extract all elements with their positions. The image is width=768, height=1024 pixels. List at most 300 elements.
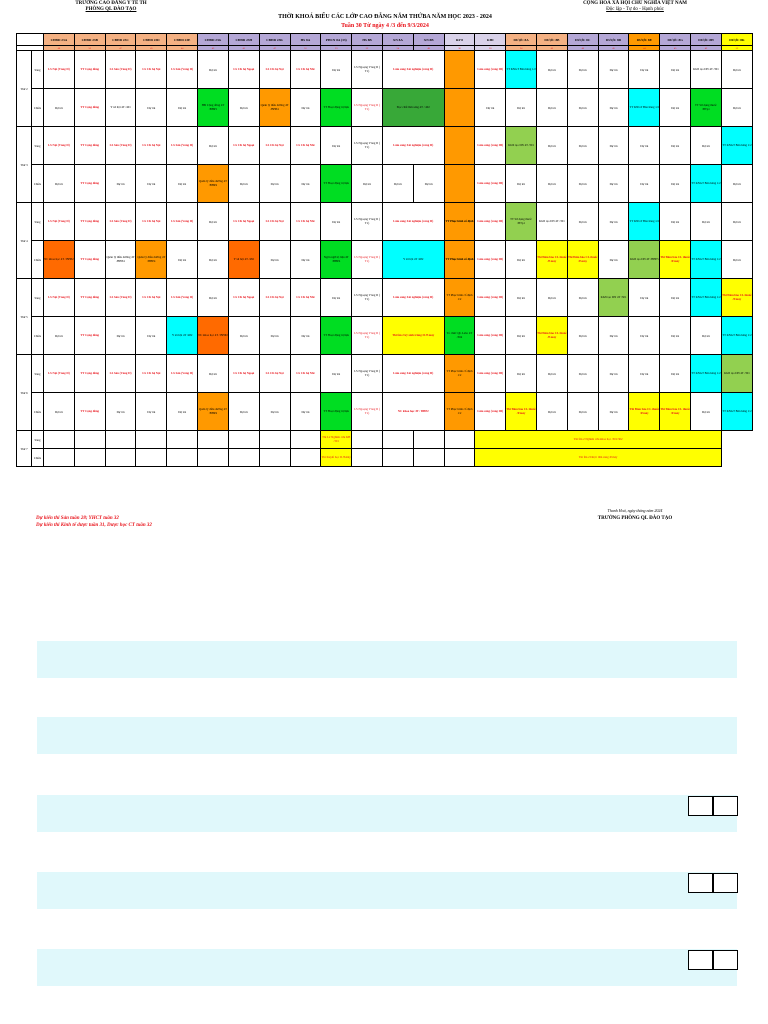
class-slot[interactable] <box>167 449 198 467</box>
class-slot[interactable]: Dự trù <box>198 241 229 279</box>
class-slot[interactable]: Dự trù <box>44 165 75 203</box>
class-slot[interactable]: TT Cộng đồng <box>74 203 105 241</box>
class-slot[interactable]: Dự trù <box>198 355 229 393</box>
class-slot[interactable]: Lâm sàng (vòng III) <box>475 279 506 317</box>
class-slot[interactable]: LS Ngoạng Vòng II ( T1) <box>352 89 383 127</box>
class-slot[interactable]: Dự trù <box>506 317 537 355</box>
class-slot[interactable]: Dự trù <box>567 127 598 165</box>
column-header: CĐĐD 23D <box>136 34 167 46</box>
footnote-2: Dự kiến thi Kinh tế dược tuần 31, Dược học CT tuần 32 <box>36 523 152 528</box>
class-slot[interactable] <box>259 431 290 449</box>
class-slot[interactable]: TT KNGT Bán hàng 1/2 <box>721 393 752 431</box>
checkbox-b1[interactable] <box>688 873 713 893</box>
class-slot[interactable]: Dự trù <box>721 203 752 241</box>
class-slot[interactable]: Dự trù <box>198 51 229 89</box>
class-slot[interactable]: Dự trù <box>321 279 352 317</box>
class-slot[interactable] <box>105 431 136 449</box>
class-slot[interactable]: Thi lần 2 kỹ sinh trùng II /P.máy <box>382 317 444 355</box>
class-slot[interactable]: LS Ngoạng Vòng II ( T1) <box>352 317 383 355</box>
motto: Độc lập - Tự do - Hạnh phúc <box>606 7 664 12</box>
class-slot[interactable]: Dự trù <box>167 165 198 203</box>
class-slot[interactable]: Dự trù <box>598 203 629 241</box>
class-slot[interactable]: TT Phục hình cố định <box>444 241 475 279</box>
class-slot[interactable]: LS Ngoạng Vòng II ( T1) <box>352 203 383 241</box>
class-slot[interactable]: LS Sản (Vòng II) <box>105 127 136 165</box>
class-slot[interactable] <box>105 449 136 467</box>
class-slot[interactable]: Dự trù <box>105 317 136 355</box>
class-slot[interactable] <box>290 431 321 449</box>
class-slot[interactable]: Y xã hội 4T /482 <box>382 241 444 279</box>
class-slot[interactable]: Dự trù <box>629 165 660 203</box>
class-slot[interactable]: TT Hoạt động trị liệu <box>321 317 352 355</box>
class-slot[interactable]: Dự trù <box>721 51 752 89</box>
class-slot[interactable]: Dự trù <box>629 279 660 317</box>
class-slot[interactable]: LS CK hệ Nhi <box>290 127 321 165</box>
student-count: 36 <box>444 46 475 51</box>
class-slot[interactable]: Dự trù <box>136 317 167 355</box>
class-slot[interactable]: Ngôn ngữ trị liệu 4T /BHP4 <box>321 241 352 279</box>
class-slot[interactable]: Dự trù <box>598 127 629 165</box>
class-slot[interactable] <box>198 449 229 467</box>
class-slot[interactable]: Dự trù <box>321 355 352 393</box>
class-slot[interactable]: Dự trù <box>506 89 537 127</box>
class-slot[interactable]: Thi Đảm bảo CL thuốc /P.máy <box>629 393 660 431</box>
timetable <box>16 33 753 467</box>
class-slot[interactable]: Dự trù <box>721 89 752 127</box>
class-slot[interactable]: LS Ngoạng Vòng II ( T1) <box>352 51 383 89</box>
class-slot[interactable]: Dự trù <box>136 89 167 127</box>
class-slot[interactable]: LS Ngoạng Vòng II ( T1) <box>352 393 383 431</box>
class-slot[interactable]: Dự trù <box>660 89 691 127</box>
class-slot[interactable]: Dự trù <box>598 355 629 393</box>
student-count: 45 <box>136 46 167 51</box>
class-slot[interactable]: Dự trù <box>537 355 568 393</box>
class-slot[interactable]: TT Cộng đồng <box>74 89 105 127</box>
column-header: HS 8A <box>290 34 321 46</box>
class-slot[interactable]: Thi lần 2 Nghiên cứu khoa học /301/302 <box>475 431 722 449</box>
class-slot[interactable]: LS CK hệ Nhi <box>290 203 321 241</box>
class-slot[interactable] <box>136 449 167 467</box>
session-label: Chiều <box>32 449 44 467</box>
column-header: RP 8 <box>444 34 475 46</box>
class-slot[interactable]: Dự trù <box>259 317 290 355</box>
class-slot[interactable]: Dự trù <box>198 203 229 241</box>
class-slot[interactable]: LS CK hệ Nhi <box>290 355 321 393</box>
class-slot[interactable]: LS Sản (Vòng II) <box>167 51 198 89</box>
checkbox-a2[interactable] <box>713 796 738 816</box>
class-slot[interactable]: Dự trù <box>352 165 383 203</box>
class-slot[interactable]: Dự trù <box>506 355 537 393</box>
class-slot[interactable]: Dự trù <box>198 127 229 165</box>
class-slot[interactable]: Khởi tạo DN 4T /301 <box>721 355 752 393</box>
class-slot[interactable]: LS CK hệ Nội <box>259 355 290 393</box>
class-slot[interactable] <box>198 431 229 449</box>
class-slot[interactable]: Dự trù <box>567 279 598 317</box>
class-slot[interactable]: LS CK hệ Ngoại <box>228 355 259 393</box>
class-slot[interactable]: LS CK hệ Nội <box>136 203 167 241</box>
class-slot[interactable]: Dự trù <box>321 203 352 241</box>
class-slot[interactable]: LS Nội (Vòng II) <box>44 51 75 89</box>
column-header: DƯỢC 8E <box>629 34 660 46</box>
day-label: Thứ 3 <box>17 127 32 203</box>
class-slot[interactable]: Tổ chức QL Labo 4T /304 <box>444 317 475 355</box>
class-slot[interactable]: NC khoa học 4T / BHP2 <box>198 317 229 355</box>
class-slot[interactable]: Dự trù <box>567 165 598 203</box>
class-slot[interactable]: Dự trù <box>721 165 752 203</box>
class-slot[interactable]: Dự trù <box>228 317 259 355</box>
class-slot[interactable]: NC khoa học 4T / BHP2 <box>44 241 75 279</box>
class-slot[interactable]: LS CK hệ Nội <box>259 279 290 317</box>
class-slot[interactable]: Dự trù <box>598 241 629 279</box>
class-slot[interactable]: Dự trù <box>290 241 321 279</box>
class-slot[interactable]: Dự trù <box>198 279 229 317</box>
class-slot[interactable]: LS CK hệ Nội <box>259 127 290 165</box>
class-slot[interactable]: Quản lý điều dưỡng 4T /BHP4 <box>198 393 229 431</box>
class-slot[interactable]: LS CK hệ Nội <box>259 203 290 241</box>
class-slot[interactable] <box>228 431 259 449</box>
class-slot[interactable]: Dự trù <box>44 89 75 127</box>
class-slot[interactable] <box>228 449 259 467</box>
column-header: CĐĐD 23E <box>167 34 198 46</box>
class-slot[interactable] <box>444 165 475 203</box>
class-slot[interactable]: Dự trù <box>167 241 198 279</box>
class-slot[interactable]: Dự trù <box>567 393 598 431</box>
class-slot[interactable]: LS CK hệ Nội <box>136 279 167 317</box>
class-slot[interactable]: Dự trù <box>660 51 691 89</box>
class-slot[interactable]: LS CK hệ Ngoại <box>228 51 259 89</box>
class-slot[interactable]: TT Phục hình cố định 1/2 <box>444 355 475 393</box>
column-header: DƯỢC 8D <box>598 34 629 46</box>
class-slot[interactable]: LS Nội (Vòng II) <box>44 279 75 317</box>
class-slot[interactable]: Dự trù <box>537 165 568 203</box>
class-slot[interactable]: Y xã hội 4T /401 <box>105 89 136 127</box>
class-slot[interactable]: NC khoa học 4T / BHP2 <box>382 393 444 431</box>
class-slot[interactable]: Lâm sàng (vòng III) <box>475 355 506 393</box>
class-slot[interactable]: Dự trù <box>629 317 660 355</box>
class-slot[interactable]: LS CK hệ Ngoại <box>228 279 259 317</box>
class-slot[interactable]: LS Ngoạng Vòng II ( T1) <box>352 241 383 279</box>
column-header: CĐĐD 23A <box>44 34 75 46</box>
class-slot[interactable]: LS CK hệ Ngoại <box>228 203 259 241</box>
class-slot[interactable]: Dự trù <box>598 51 629 89</box>
class-slot[interactable]: LS Ngoạng Vòng II ( T1) <box>352 279 383 317</box>
class-slot[interactable]: LS Nội (Vòng II) <box>44 355 75 393</box>
class-slot[interactable]: LS Ngoạng Vòng II ( T1) <box>352 355 383 393</box>
class-slot[interactable]: Dự trù <box>413 165 444 203</box>
checkbox-c2[interactable] <box>713 950 738 970</box>
class-slot[interactable]: Lâm sàng (vòng III) <box>475 241 506 279</box>
column-header: XN 8A <box>382 34 413 46</box>
class-slot[interactable]: TT KNGT Bán hàng 1/2 <box>721 317 752 355</box>
class-slot[interactable]: Dự trù <box>567 203 598 241</box>
class-slot[interactable]: TT Hoạt động trị liệu <box>321 165 352 203</box>
class-slot[interactable]: Lâm sàng (vòng III) <box>475 127 506 165</box>
class-slot[interactable]: Khởi tạo DN 4T /301 <box>691 51 722 89</box>
class-slot[interactable]: Dự trù <box>629 127 660 165</box>
sign-title: TRƯỞNG PHÒNG QL ĐÀO TẠO <box>597 516 673 521</box>
student-count: 44 <box>629 46 660 51</box>
blank-band-2 <box>37 717 737 754</box>
class-slot[interactable]: Dự trù <box>228 393 259 431</box>
footnote-1: Dự kiến thi Sản tuần 28; YHCT tuần 32 <box>36 516 119 521</box>
class-slot[interactable]: Khởi tạo DN 4T /301 <box>598 279 629 317</box>
column-header: DƯỢC 8H <box>691 34 722 46</box>
class-slot[interactable]: Thi thuyết học II /P.máy <box>321 449 352 467</box>
class-slot[interactable]: LS Sản (Vòng II) <box>167 279 198 317</box>
class-slot[interactable]: LS Sản (Vòng II) <box>105 203 136 241</box>
class-slot[interactable]: Thi Đảm bảo CL thuốc /P.máy <box>506 393 537 431</box>
class-slot[interactable]: Lâm sàng Xét nghiệm (vòng II) <box>382 127 444 165</box>
class-slot[interactable]: Dự trù <box>475 89 506 127</box>
class-slot[interactable]: Lâm sàng Xét nghiệm (vòng II) <box>382 203 444 241</box>
student-count: 45 <box>660 46 691 51</box>
class-slot[interactable]: Dự trù <box>660 203 691 241</box>
class-slot[interactable]: TT KNGT Bán hàng 1/2 <box>691 165 722 203</box>
class-slot[interactable] <box>382 431 413 449</box>
class-slot[interactable]: Thi lần 2 Dược lâm sàng /P.máy <box>475 449 722 467</box>
class-slot[interactable] <box>444 127 475 165</box>
class-slot[interactable]: Lâm sàng (vòng III) <box>475 317 506 355</box>
class-slot[interactable]: LS CK hệ Nội <box>136 355 167 393</box>
checkbox-b2[interactable] <box>713 873 738 893</box>
class-slot[interactable] <box>44 431 75 449</box>
class-slot[interactable]: Y xã hội 4T /482 <box>167 317 198 355</box>
student-count: 33 <box>321 46 352 51</box>
session-label: Chiều <box>32 165 44 203</box>
class-slot[interactable]: Dự trù <box>290 165 321 203</box>
column-header: KHI <box>475 34 506 46</box>
class-slot[interactable]: Dự trù <box>290 393 321 431</box>
class-slot[interactable]: TT KNGT Bán hàng 1/2 <box>691 355 722 393</box>
class-slot[interactable] <box>352 449 383 467</box>
class-slot[interactable]: LS Nội (Vòng II) <box>44 203 75 241</box>
class-slot[interactable] <box>413 431 444 449</box>
class-slot[interactable]: TT KNGT Bán hàng 1/2 <box>629 89 660 127</box>
class-slot[interactable]: TT Phục hình cố định <box>444 203 475 241</box>
day-label: Thứ 7 <box>17 431 32 467</box>
class-slot[interactable]: TT Cộng đồng <box>74 165 105 203</box>
class-slot[interactable]: Dự trù <box>290 89 321 127</box>
class-slot[interactable]: TT Cộng đồng <box>74 279 105 317</box>
class-slot[interactable]: Dự trù <box>660 317 691 355</box>
class-slot[interactable]: Dự trù <box>691 203 722 241</box>
class-slot[interactable]: Lâm sàng (vòng III) <box>475 393 506 431</box>
class-slot[interactable]: Lâm sàng Xét nghiệm (vòng II) <box>382 51 444 89</box>
class-slot[interactable]: Dự trù <box>567 317 598 355</box>
class-slot[interactable] <box>74 431 105 449</box>
class-slot[interactable] <box>444 449 475 467</box>
class-slot[interactable]: Dự trù <box>537 51 568 89</box>
class-slot[interactable]: LS Sản (Vòng II) <box>167 355 198 393</box>
class-slot[interactable] <box>444 89 475 127</box>
class-slot[interactable]: Thi Đảm bảo CL thuốc /P.máy <box>537 241 568 279</box>
class-slot[interactable]: LS CK hệ Nhi <box>290 51 321 89</box>
column-header: CĐĐD 23H <box>228 34 259 46</box>
column-header: DƯỢC 8K <box>721 34 752 46</box>
class-slot[interactable]: Dự trù <box>629 355 660 393</box>
class-slot[interactable]: Dự trù <box>537 393 568 431</box>
class-slot[interactable]: TT Phục hình cố định 1/2 <box>444 393 475 431</box>
class-slot[interactable]: Dự trù <box>506 241 537 279</box>
class-slot[interactable]: Dự trù <box>259 165 290 203</box>
class-slot[interactable]: Dự trù <box>660 279 691 317</box>
class-slot[interactable]: Quản lý điều dưỡng 4T /BHP4 <box>198 165 229 203</box>
column-header: DƯỢC 8B <box>537 34 568 46</box>
class-slot[interactable]: Quản lý điều dưỡng 4T /BHP4 <box>136 241 167 279</box>
class-slot[interactable]: LS CK hệ Nội <box>259 51 290 89</box>
class-slot[interactable]: LS Ngoạng Vòng II ( T1) <box>352 127 383 165</box>
class-slot[interactable]: TT KNGT Bán hàng 1/2 <box>721 127 752 165</box>
class-slot[interactable]: Dự trù <box>44 317 75 355</box>
session-label: Chiều <box>32 393 44 431</box>
class-slot[interactable] <box>74 449 105 467</box>
class-slot[interactable] <box>259 449 290 467</box>
class-slot[interactable]: Dự trù <box>228 89 259 127</box>
class-slot[interactable]: LS Sản (Vòng II) <box>167 203 198 241</box>
class-slot[interactable]: TT Cộng đồng <box>74 393 105 431</box>
class-slot[interactable]: Dự trù <box>228 165 259 203</box>
class-slot[interactable]: Dự trù <box>660 165 691 203</box>
class-slot[interactable] <box>167 431 198 449</box>
class-slot[interactable]: Lâm sàng (vòng III) <box>475 51 506 89</box>
class-slot[interactable]: LS Sản (Vòng II) <box>105 279 136 317</box>
class-slot[interactable]: LS CK hệ Ngoại <box>228 127 259 165</box>
class-slot[interactable]: Dự trù <box>691 317 722 355</box>
class-slot[interactable]: TT Phục hình cố định 1/2 <box>444 279 475 317</box>
class-slot[interactable]: Dự trù <box>259 241 290 279</box>
class-slot[interactable]: TT Cộng đồng <box>74 355 105 393</box>
class-slot[interactable]: Dự trù <box>629 51 660 89</box>
class-slot[interactable]: TT KNGT Bán hàng 1/2 <box>506 51 537 89</box>
class-slot[interactable]: Lâm sàng Xét nghiệm (vòng II) <box>382 279 444 317</box>
class-slot[interactable]: Lâm sàng (vòng III) <box>475 203 506 241</box>
class-slot[interactable]: Dự trù <box>321 127 352 165</box>
class-slot[interactable] <box>352 431 383 449</box>
class-slot[interactable]: Dự trù <box>321 51 352 89</box>
class-slot[interactable]: Dự trù <box>598 393 629 431</box>
class-slot[interactable]: Dự trù <box>660 355 691 393</box>
class-slot[interactable]: TT Cộng đồng <box>74 241 105 279</box>
class-slot[interactable]: TT Cộng đồng <box>74 317 105 355</box>
class-slot[interactable]: LS CK hệ Nhi <box>290 279 321 317</box>
class-slot[interactable]: Dự trù <box>567 355 598 393</box>
class-slot[interactable]: Dự trù <box>44 393 75 431</box>
class-slot[interactable]: Dự trù <box>598 89 629 127</box>
blank-band-5 <box>37 949 737 986</box>
student-count: 45 <box>228 46 259 51</box>
class-slot[interactable]: TT Sử dụng thuốc /BTp1 <box>691 89 722 127</box>
class-slot[interactable]: Quản lý điều dưỡng 4T /BHP4 <box>259 89 290 127</box>
class-slot[interactable]: LS Sản (Vòng II) <box>167 127 198 165</box>
class-slot[interactable]: Thi Đảm bảo CL thuốc /P.máy <box>660 241 691 279</box>
session-label: Sáng <box>32 431 44 449</box>
class-slot[interactable]: TT Cộng đồng <box>74 127 105 165</box>
class-slot[interactable]: Khởi tạo DN 4T /301 <box>537 203 568 241</box>
session-label: Chiều <box>32 89 44 127</box>
class-slot[interactable]: TT Cộng đồng <box>74 51 105 89</box>
class-slot[interactable]: Thi Đảm bảo CL thuốc /P.máy <box>567 241 598 279</box>
class-slot[interactable]: TT KNGT Bán hàng 1/2 <box>691 279 722 317</box>
class-slot[interactable]: Thi L2 Nghiên cứu KH /301 <box>321 431 352 449</box>
blank-band-3 <box>37 795 737 832</box>
class-slot[interactable]: TT KNGT Bán hàng 1/2 <box>629 203 660 241</box>
class-slot[interactable]: Y xã hội 4T /482 <box>228 241 259 279</box>
class-slot[interactable]: Dự trù <box>290 317 321 355</box>
class-slot[interactable]: LS CK hệ Nội <box>136 51 167 89</box>
class-slot[interactable] <box>136 431 167 449</box>
class-slot[interactable]: Dự trù <box>259 393 290 431</box>
class-slot[interactable] <box>44 449 75 467</box>
class-slot[interactable]: LS Sản (Vòng II) <box>105 51 136 89</box>
student-count: 44 <box>167 46 198 51</box>
student-count: 45 <box>537 46 568 51</box>
student-count: 45 <box>598 46 629 51</box>
class-slot[interactable]: Dự trù <box>136 165 167 203</box>
class-slot[interactable] <box>413 449 444 467</box>
class-slot[interactable]: Dự trù <box>691 393 722 431</box>
class-slot[interactable] <box>382 449 413 467</box>
class-slot[interactable]: Dự trù <box>506 279 537 317</box>
class-slot[interactable]: Thi Đảm bảo CL thuốc /P.máy <box>537 317 568 355</box>
class-slot[interactable]: Dự trù <box>136 393 167 431</box>
student-count: 46 <box>44 46 75 51</box>
class-slot[interactable]: Thi Đảm bảo CL thuốc /P.máy <box>660 393 691 431</box>
class-slot[interactable]: Dự trù <box>537 127 568 165</box>
class-slot[interactable]: Dự trù <box>537 279 568 317</box>
class-slot[interactable]: Dự trù <box>660 127 691 165</box>
class-slot[interactable]: Khởi tạo DN 4T /BHP5 <box>629 241 660 279</box>
student-count: 42 <box>691 46 722 51</box>
class-slot[interactable]: Dự trù <box>537 89 568 127</box>
class-slot[interactable]: TT KNGT Bán hàng 1/2 <box>691 241 722 279</box>
class-slot[interactable]: TT Hoạt động trị liệu <box>321 89 352 127</box>
class-slot[interactable]: Dự trù <box>691 127 722 165</box>
class-slot[interactable]: Dự trù <box>598 165 629 203</box>
class-slot[interactable]: LS Nội (Vòng II) <box>44 127 75 165</box>
student-count: 54 <box>382 46 413 51</box>
class-slot[interactable]: Khởi tạo DN 4T /301 <box>506 127 537 165</box>
class-slot[interactable]: Dự trù <box>598 317 629 355</box>
class-slot[interactable]: Lâm sàng (vòng III) <box>475 165 506 203</box>
student-count: 46 <box>567 46 598 51</box>
class-slot[interactable]: Dự trù <box>721 241 752 279</box>
class-slot[interactable] <box>290 449 321 467</box>
class-slot[interactable]: Dự trù <box>105 393 136 431</box>
class-slot[interactable]: Dự trù <box>506 165 537 203</box>
class-slot[interactable]: LS CK hệ Nội <box>136 127 167 165</box>
class-slot[interactable]: Dự trù <box>567 51 598 89</box>
checkbox-a1[interactable] <box>688 796 713 816</box>
class-slot[interactable]: Dự trù <box>167 393 198 431</box>
class-slot[interactable]: TT Sử dụng thuốc /BTp1 <box>506 203 537 241</box>
class-slot[interactable]: HĐ Cộng đồng 4T /BHP1 <box>198 89 229 127</box>
class-slot[interactable]: Dự trù <box>105 165 136 203</box>
checkbox-c1[interactable] <box>688 950 713 970</box>
column-header: PHCN 8A (33) <box>321 34 352 46</box>
class-slot[interactable]: LS Sản (Vòng II) <box>105 355 136 393</box>
class-slot[interactable]: Đọc chất lâm sàng 4T / 402 <box>382 89 444 127</box>
class-slot[interactable]: TT Hoạt động trị liệu <box>321 393 352 431</box>
class-slot[interactable] <box>444 431 475 449</box>
class-slot[interactable]: Thi Đảm bảo CL thuốc /P.máy <box>721 279 752 317</box>
class-slot[interactable]: Quản lý điều dưỡng 4T /BHP4 <box>105 241 136 279</box>
class-slot[interactable]: Dự trù <box>382 165 413 203</box>
class-slot[interactable]: Dự trù <box>567 89 598 127</box>
class-slot[interactable]: Dự trù <box>167 89 198 127</box>
country-name: CỘNG HOÀ XÃ HỘI CHỦ NGHĨA VIỆT NAM <box>583 1 687 6</box>
class-slot[interactable] <box>444 51 475 89</box>
class-slot[interactable]: Lâm sàng Xét nghiệm (vòng II) <box>382 355 444 393</box>
